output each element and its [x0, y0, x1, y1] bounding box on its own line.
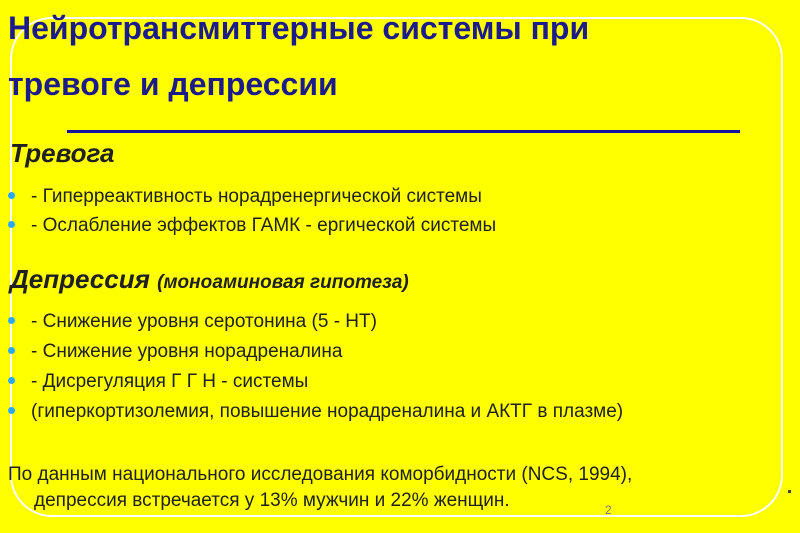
- bullet-icon: [8, 377, 15, 384]
- section-depression-note: (моноаминовая гипотеза): [157, 272, 409, 293]
- title-line-1: Нейротрансмиттерные системы при: [8, 10, 590, 46]
- title-divider: [67, 130, 740, 133]
- list-item: - Снижение уровня норадреналина: [8, 340, 342, 364]
- list-item: - Ослабление эффектов ГАМК - ергической системы: [8, 214, 496, 238]
- corner-dot: [788, 490, 791, 493]
- slide-title: [8, 0, 768, 112]
- footer-line-1: По данным национального исследования коморбидности (NCS, 1994),: [8, 464, 633, 485]
- list-item: - Гиперреактивность норадренергической системы: [8, 185, 482, 209]
- page-number: 2: [605, 503, 612, 517]
- title-line-2: тревоге и депрессии: [8, 66, 338, 102]
- section-anxiety-heading: Тревога: [10, 138, 115, 168]
- list-item: - Дисрегуляция Г Г Н - системы: [8, 370, 308, 394]
- footer-line-2: депрессия встречается у 13% мужчин и 22% женщин.: [34, 490, 510, 511]
- section-depression-heading: Депрессия (моноаминовая гипотеза): [10, 264, 409, 294]
- bullet-icon: [8, 221, 15, 228]
- list-item: - Снижение уровня серотонина (5 - НТ): [8, 310, 377, 334]
- list-item: (гиперкортизолемия, повышение норадреналина и АКТГ в плазме): [8, 400, 623, 424]
- bullet-icon: [8, 347, 15, 354]
- footer-note: [8, 462, 794, 514]
- bullet-icon: [8, 407, 15, 414]
- bullet-icon: [8, 192, 15, 199]
- bullet-icon: [8, 317, 15, 324]
